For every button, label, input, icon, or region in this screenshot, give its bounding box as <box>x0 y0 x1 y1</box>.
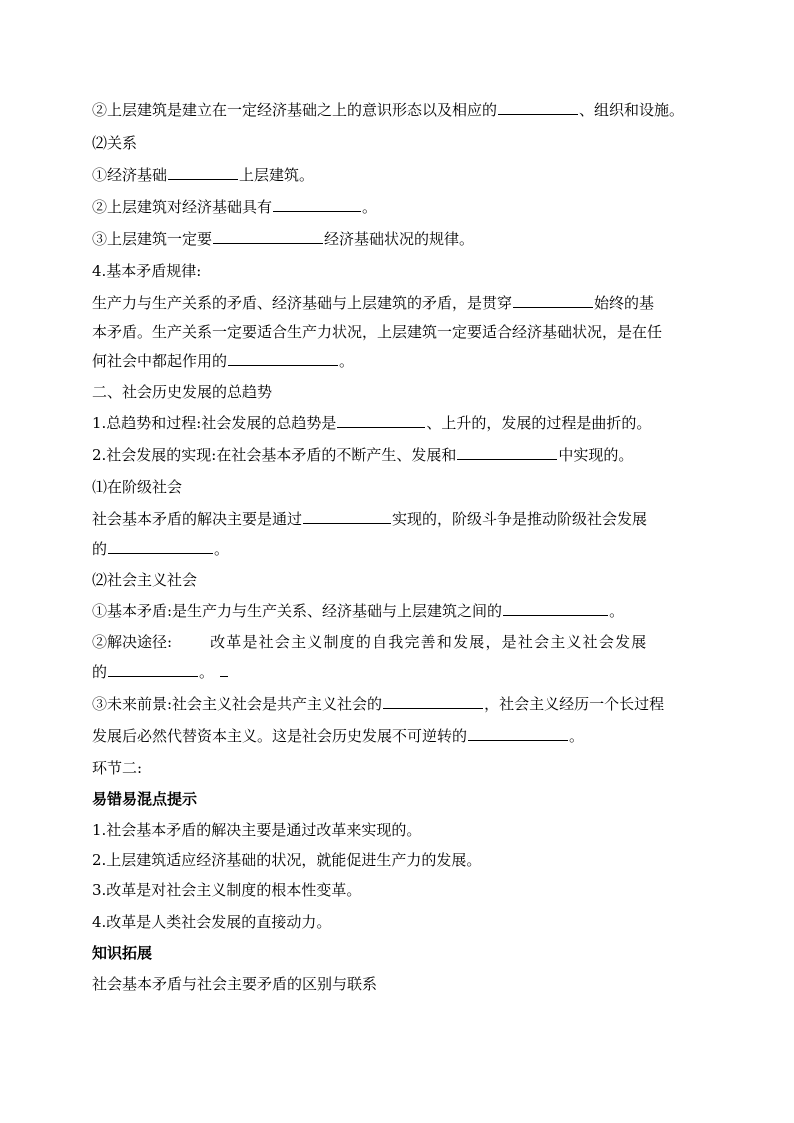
text: 。 <box>214 540 230 558</box>
list-item <box>92 850 481 870</box>
text-line <box>92 694 664 714</box>
list-item <box>92 912 331 932</box>
text: 易错易混点提示 <box>92 790 198 808</box>
text: ③未来前景:社会主义社会是共产主义社会的 <box>92 695 383 713</box>
list-item <box>92 820 421 840</box>
text: 何社会中都起作用的 <box>92 352 228 370</box>
text: 本矛盾。生产关系一定要适合生产力状况，上层建筑一定要适合经济基础状况，是在任 <box>92 323 663 341</box>
text: 。 <box>569 727 585 745</box>
text: 1.总趋势和过程:社会发展的总趋势是 <box>92 414 337 432</box>
fill-blank <box>337 413 425 428</box>
text: 改革是社会主义制度的自我完善和发展，是社会主义社会发展 <box>210 633 648 651</box>
fill-blank <box>513 293 593 308</box>
text: ②上层建筑对经济基础具有 <box>92 198 273 216</box>
fill-blank <box>213 229 323 244</box>
text-line <box>92 974 377 994</box>
text: ②上层建筑是建立在一定经济基础之上的意识形态以及相应的 <box>92 101 498 119</box>
fill-blank <box>273 197 361 212</box>
fill-blank <box>498 100 578 115</box>
section-heading-bold <box>92 789 197 809</box>
text-line <box>92 726 584 746</box>
text-line <box>92 322 662 342</box>
subheading <box>92 570 197 590</box>
fill-blank <box>468 726 568 741</box>
text: ①基本矛盾:是生产力与生产关系、经济基础与上层建筑之间的 <box>92 602 503 620</box>
text: ①经济基础 <box>92 166 168 184</box>
text: 知识拓展 <box>92 944 153 962</box>
text: 。 <box>609 602 625 620</box>
fill-blank <box>503 601 608 616</box>
text: 的 <box>92 663 108 681</box>
fill-blank <box>108 539 213 554</box>
text: 。 <box>199 663 215 681</box>
text: 2.上层建筑适应经济基础的状况，就能促进生产力的发展。 <box>92 851 482 869</box>
text-line <box>92 351 354 371</box>
section-heading-bold <box>92 943 152 963</box>
text-line <box>92 100 684 120</box>
subheading <box>92 261 201 281</box>
text-line <box>92 662 228 682</box>
text: 。 <box>339 352 355 370</box>
fill-blank <box>303 509 391 524</box>
text: 社会基本矛盾与社会主要矛盾的区别与联系 <box>92 975 378 993</box>
text: ，社会主义经历一个长过程 <box>484 695 665 713</box>
text: 生产力与生产关系的矛盾、经济基础与上层建筑的矛盾，是贯穿 <box>92 294 513 312</box>
text: 1.社会基本矛盾的解决主要是通过改革来实现的。 <box>92 821 422 839</box>
text-line <box>92 197 377 217</box>
subheading <box>92 133 137 153</box>
text-line <box>92 165 314 185</box>
text: 发展后必然代替资本主义。这是社会历史发展不可逆转的 <box>92 727 468 745</box>
text: 上层建筑。 <box>239 166 315 184</box>
text-line <box>92 632 647 652</box>
text: ⑵社会主义社会 <box>92 571 198 589</box>
fill-blank <box>457 445 557 460</box>
text: ⑴在阶级社会 <box>92 478 183 496</box>
list-item <box>92 880 361 900</box>
text: 2.社会发展的实现:在社会基本矛盾的不断产生、发展和 <box>92 446 457 464</box>
text: 环节二: <box>92 759 143 777</box>
text-line <box>92 229 474 249</box>
text-line <box>92 539 229 559</box>
text: 、组织和设施。 <box>579 101 685 119</box>
text: 实现的，阶级斗争是推动阶级社会发展 <box>392 510 648 528</box>
section-heading <box>92 758 142 778</box>
section-heading <box>92 382 272 402</box>
text: 4.改革是人类社会发展的直接动力。 <box>92 913 332 931</box>
text-line <box>92 293 654 313</box>
fill-blank <box>168 165 238 180</box>
text: ③上层建筑一定要 <box>92 230 213 248</box>
text-line <box>92 413 651 433</box>
text-line <box>92 445 633 465</box>
text: 经济基础状况的规律。 <box>324 230 475 248</box>
text: 。 <box>362 198 378 216</box>
fill-blank <box>108 662 198 677</box>
fill-blank <box>220 662 228 677</box>
text-line <box>92 509 647 529</box>
fill-blank <box>228 351 338 366</box>
text: ②解决途径: <box>92 633 173 651</box>
text: 二、社会历史发展的总趋势 <box>92 383 273 401</box>
text: ⑵关系 <box>92 134 138 152</box>
text: 始终的基 <box>594 294 655 312</box>
text: 、上升的，发展的过程是曲折的。 <box>426 414 652 432</box>
text: 中实现的。 <box>558 446 634 464</box>
text: 4.基本矛盾规律: <box>92 262 202 280</box>
text: 3.改革是对社会主义制度的根本性变革。 <box>92 881 362 899</box>
text: 社会基本矛盾的解决主要是通过 <box>92 510 303 528</box>
text: 的 <box>92 540 108 558</box>
subheading <box>92 477 182 497</box>
fill-blank <box>383 694 483 709</box>
text-line <box>92 601 624 621</box>
